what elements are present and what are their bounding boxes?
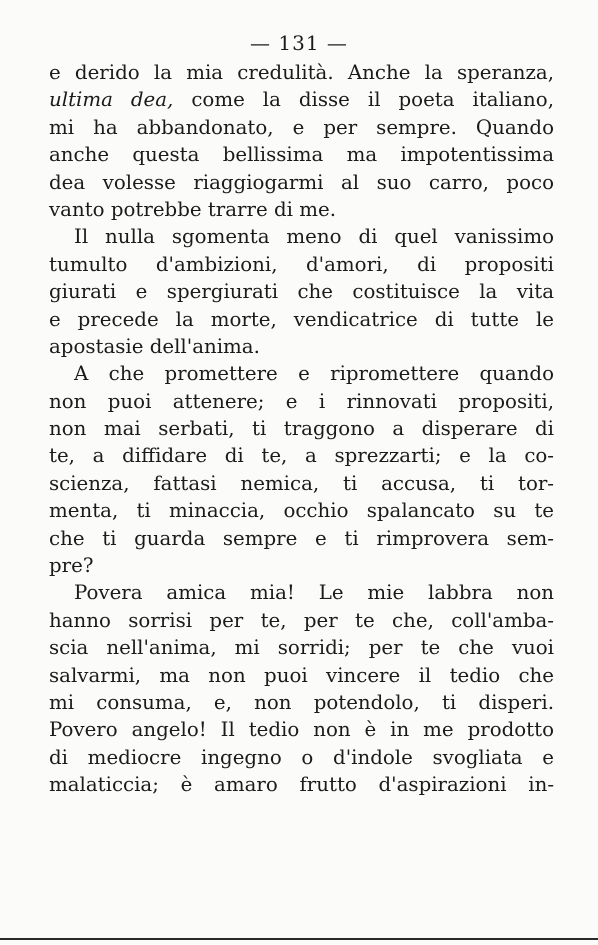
- text-line-19: pre?: [49, 554, 94, 578]
- page-number: — 131 —: [250, 31, 348, 55]
- text-line-6: vanto potrebbe trarre di me.: [49, 197, 336, 221]
- text-line-22: scia nell'anima, mi sorridi; per te che vuoi: [49, 636, 554, 660]
- text-line-17: menta, ti minaccia, occhio spalancato su te: [49, 499, 554, 523]
- text-line-15: te, a diffidare di te, a sprezzarti; e la co-: [49, 444, 554, 468]
- text-line-1: e derido la mia credulità. Anche la speranza,: [49, 61, 554, 84]
- text-line-26: di mediocre ingegno o d'indole svogliata e: [49, 745, 554, 769]
- text-line-27: malaticcia; è amaro frutto d'aspirazioni in-: [49, 773, 554, 797]
- text-line-4: anche questa bellissima ma impotentissima: [49, 143, 554, 167]
- text-line-24: mi consuma, e, non potendolo, ti disperi.: [49, 690, 554, 714]
- text-line-2-rest: come la disse il poeta italiano,: [173, 88, 554, 112]
- text-line-5: dea volesse riaggiogarmi al suo carro, poco: [49, 170, 554, 194]
- text-line-25: Povero angelo! Il tedio non è in me prodotto: [49, 718, 554, 742]
- text-line-8: tumulto d'ambizioni, d'amori, di propositi: [49, 252, 554, 276]
- italic-phrase: ultima dea,: [49, 88, 174, 112]
- text-line-10: e precede la morte, vendicatrice di tutte le: [49, 307, 554, 331]
- text-line-21: hanno sorrisi per te, per te che, coll'amba-: [49, 608, 554, 632]
- text-line-16: scienza, fattasi nemica, ti accusa, ti tor-: [49, 471, 554, 495]
- text-line-3: mi ha abbandonato, e per sempre. Quando: [49, 115, 554, 139]
- text-line-23: salvarmi, ma non puoi vincere il tedio che: [49, 663, 554, 687]
- text-line-14: non mai serbati, ti traggono a disperare di: [49, 417, 554, 441]
- bottom-border: [0, 938, 598, 940]
- text-line-9: giurati e spergiurati che costituisce la vita: [49, 280, 554, 304]
- text-line-13: non puoi attenere; e i rinnovati propositi,: [49, 389, 554, 413]
- text-line-18: che ti guarda sempre e ti rimprovera sem-: [49, 526, 554, 550]
- text-line-11: apostasie dell'anima.: [49, 334, 260, 358]
- text-line-20: Povera amica mia! Le mie labbra non: [74, 581, 554, 605]
- text-line-12: A che promettere e ripromettere quando: [74, 362, 554, 386]
- text-line-7: Il nulla sgomenta meno di quel vanissimo: [74, 225, 554, 249]
- text-line-2: [49, 86, 554, 113]
- body-text: [49, 59, 554, 799]
